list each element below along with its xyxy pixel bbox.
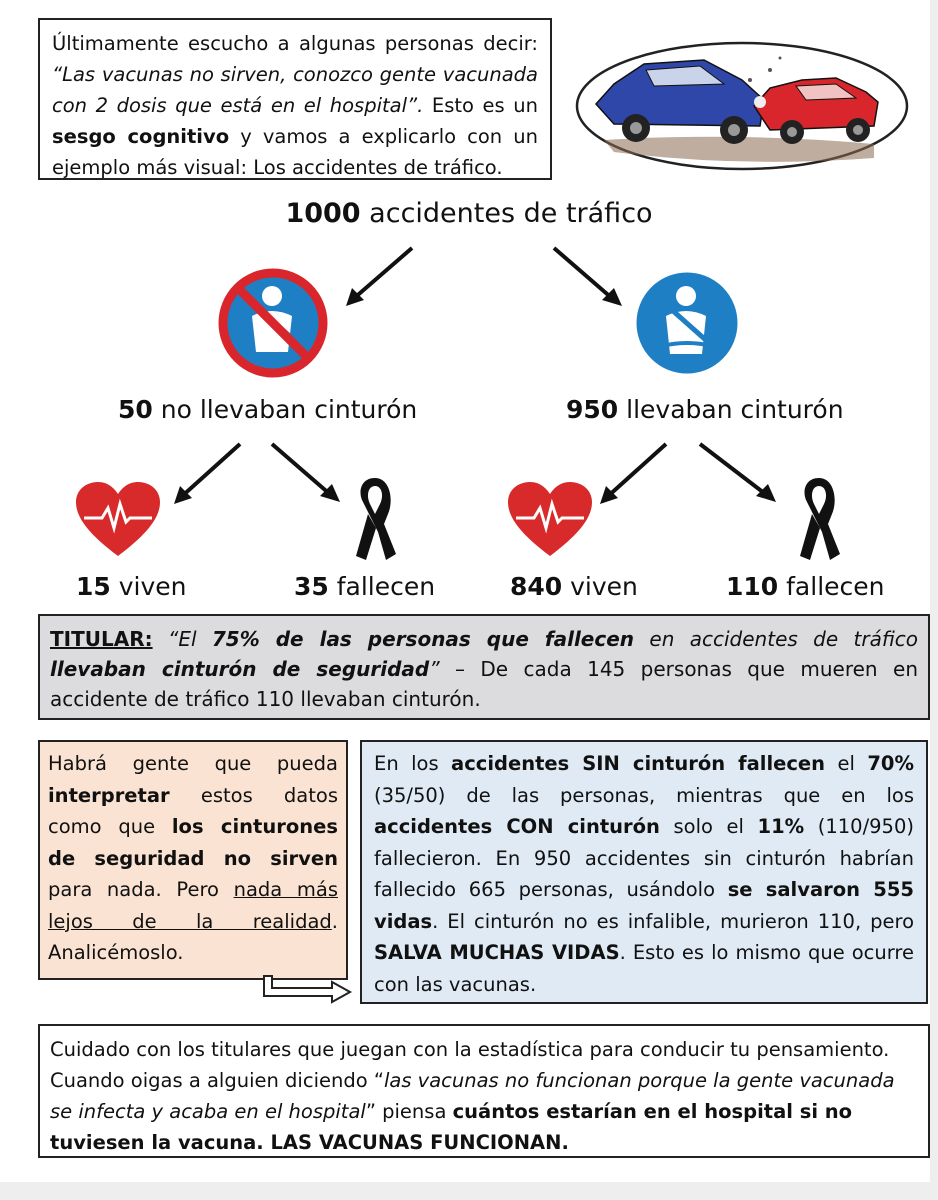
belt-text: llevaban cinturón — [618, 395, 844, 424]
no-seatbelt-sign — [218, 268, 328, 378]
headline-quote-close: ” — [429, 657, 440, 681]
intro-box — [38, 18, 552, 180]
arrow-no-belt-die — [266, 438, 346, 510]
outcome-number: 110 — [726, 572, 779, 601]
right-bold: SALVA MUCHAS VIDAS — [374, 941, 620, 964]
arrow-to-belt — [548, 242, 628, 312]
intro-quote: “Las vacunas no sirven, conozco gente vacunada con 2 dosis que está en el hospital”. — [52, 63, 538, 117]
outcome-no-belt-live — [76, 572, 187, 601]
left-text: para nada. Pero — [48, 878, 234, 901]
bottom-text: Cuidado con los titulares que juegan con la estadística para conducir tu pensamiento. Cuando oigas a alguien diciendo “ — [50, 1038, 890, 1092]
tree-root — [0, 198, 938, 229]
outcome-number: 15 — [76, 572, 111, 601]
belt-label — [566, 395, 844, 424]
right-bold: 11% — [757, 815, 805, 838]
intro-text-end: y vamos a explicarlo con un ejemplo más visual: Los accidentes de tráfico. — [52, 125, 538, 179]
right-bold: se salvaron 555 vidas — [374, 878, 914, 933]
root-number: 1000 — [285, 198, 361, 229]
outcome-text: viven — [562, 572, 638, 601]
heart-pulse-icon — [76, 482, 160, 558]
outcome-number: 840 — [510, 572, 563, 601]
headline-quote-mid: en accidentes de tráfico — [634, 627, 918, 651]
left-text: estos datos como que — [48, 783, 338, 838]
arrow-belt-die — [694, 438, 784, 510]
right-arrow-icon — [262, 974, 354, 1006]
bottom-text: ” piensa — [365, 1100, 453, 1123]
bottom-italic: las vacunas no funcionan porque la gente vacunada se infecta y acaba en el hospital — [50, 1069, 895, 1123]
right-text: el — [825, 752, 868, 775]
headline-quote-bold-2: llevaban cinturón de seguridad — [50, 657, 430, 681]
intro-line: Últimamente escucho a algunas personas decir: — [52, 32, 538, 55]
right-text: (110/950) fallecieron. En 950 accidentes sin cinturón habrían fallecido 665 personas, usándolo — [374, 815, 914, 901]
right-text: (35/50) de las personas, mientras que en los — [374, 783, 914, 807]
right-bold: accidentes CON cinturón — [374, 815, 660, 838]
outcome-number: 35 — [294, 572, 329, 601]
arrow-to-no-belt — [340, 242, 420, 312]
headline-rest: – De cada 145 personas que mueren en accidente de tráfico 110 llevaban cinturón. — [50, 657, 918, 711]
left-bold: interpretar — [48, 783, 170, 807]
left-underline: nada más lejos de la realidad — [48, 878, 338, 933]
outcome-text: fallecen — [778, 572, 885, 601]
root-text: accidentes de tráfico — [360, 198, 653, 229]
heart-pulse-icon — [508, 482, 592, 558]
outcome-text: viven — [110, 572, 187, 601]
headline-quote-bold-1: 75% de las personas que fallecen — [211, 627, 635, 651]
arrow-belt-live — [594, 438, 674, 510]
headline-label: TITULAR: — [50, 627, 153, 651]
outcome-belt-live — [510, 572, 638, 601]
right-text: . Esto es lo mismo que ocurre con las vacunas. — [374, 941, 914, 996]
conclusion-box — [38, 1024, 930, 1158]
no-belt-text: no llevaban cinturón — [152, 395, 418, 424]
no-belt-number: 50 — [118, 395, 153, 424]
arrow-no-belt-live — [168, 438, 248, 510]
seatbelt-sign — [632, 268, 742, 378]
right-bold: accidentes SIN cinturón fallecen — [451, 752, 826, 775]
analysis-box — [360, 740, 928, 1004]
car-crash-illustration — [574, 40, 910, 172]
mourning-ribbon-icon — [350, 474, 400, 562]
right-text: . El cinturón no es infalible, murieron 110, pero — [432, 909, 914, 933]
outcome-belt-die — [726, 572, 885, 601]
right-text: solo el — [659, 815, 758, 838]
no-belt-label — [118, 395, 417, 424]
mourning-ribbon-icon — [794, 474, 844, 562]
outcome-text: fallecen — [328, 572, 436, 601]
bottom-bold: cuántos estarían en el hospital si no tuviesen la vacuna. LAS VACUNAS FUNCIONAN. — [50, 1100, 853, 1154]
right-text: En los — [374, 752, 452, 775]
left-text: Habrá gente que pueda — [48, 752, 338, 775]
headline-quote-open: “El — [152, 627, 212, 651]
belt-number: 950 — [566, 395, 619, 424]
headline-box — [38, 614, 930, 720]
interpretation-box — [38, 740, 348, 980]
outcome-no-belt-die — [294, 572, 435, 601]
intro-bold: sesgo cognitivo — [52, 125, 230, 148]
right-bold: 70% — [867, 752, 914, 775]
left-bold: los cinturones de seguridad no sirven — [48, 815, 338, 870]
intro-text: Esto es un — [423, 94, 538, 117]
left-text: . Analicémoslo. — [48, 909, 338, 964]
